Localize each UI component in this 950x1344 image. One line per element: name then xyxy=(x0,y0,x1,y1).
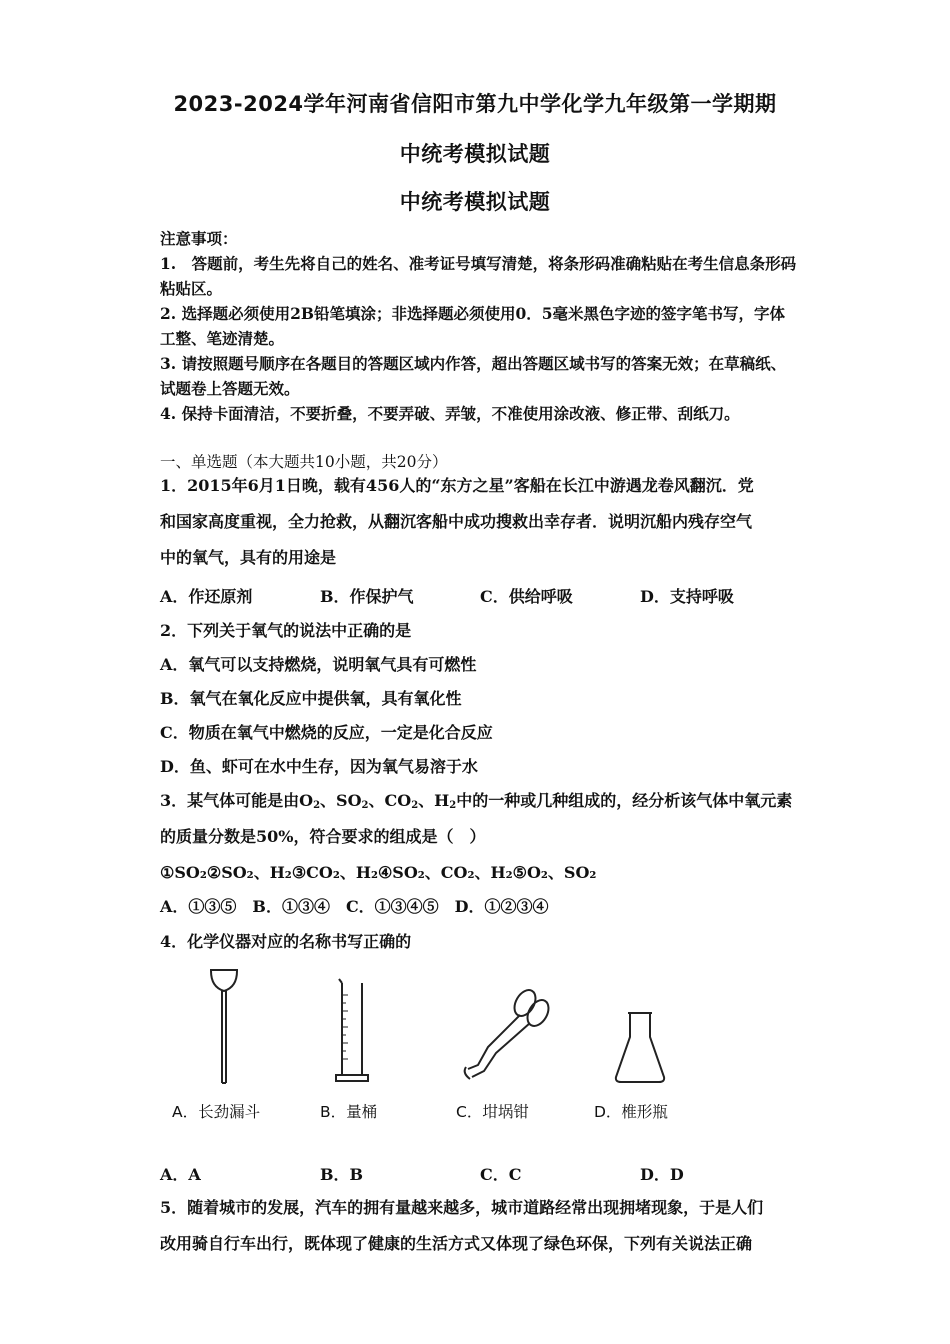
option[interactable]: C．C xyxy=(480,1165,522,1184)
notice-item: 2. 选择题必须使用2B铅笔填涂；非选择题必须使用0．5毫米黑色字迹的签字笔书写，字体工整、笔迹清楚。 xyxy=(160,304,786,348)
question-stem: 5．随着城市的发展，汽车的拥有量越来越多，城市道路经常出现拥堵现象，于是人们 xyxy=(160,1198,764,1217)
crucible-tongs-icon xyxy=(458,965,558,1090)
exam-title-line3: 中统考模拟试题 xyxy=(399,190,551,214)
question-3-stem-b: 的质量分数是50%，符合要求的组成是（ ） xyxy=(160,827,486,846)
question-stem: 和国家高度重视，全力抢救，从翻沉客船中成功搜救出幸存者．说明沉船内残存空气 xyxy=(160,512,753,531)
option[interactable]: A．A xyxy=(160,1165,201,1184)
notice-block xyxy=(160,226,800,426)
notice-item: 1. 答题前，考生先将自己的姓名、准考证号填写清楚，将条形码准确粘贴在考生信息条形码粘贴区。 xyxy=(160,254,797,298)
q4-options xyxy=(160,1162,800,1185)
option[interactable]: D．支持呼吸 xyxy=(640,587,734,606)
option[interactable]: D．鱼、虾可在水中生存，因为氧气易溶于水 xyxy=(160,757,478,776)
figure-label-a: A．长劲漏斗 xyxy=(172,1103,261,1121)
figure-label-c: C．坩埚钳 xyxy=(456,1103,529,1121)
notice-item: 3. 请按照题号顺序在各题目的答题区域内作答，超出答题区域书写的答案无效；在草稿纸、试题卷上答题无效。 xyxy=(160,354,787,398)
option[interactable]: B．作保护气 xyxy=(320,587,414,606)
figure-label-b: B．量桶 xyxy=(320,1103,378,1121)
option[interactable]: C．供给呼吸 xyxy=(480,587,573,606)
option[interactable]: B．B xyxy=(320,1165,364,1184)
q1-options xyxy=(160,584,800,607)
question-stem: 改用骑自行车出行，既体现了健康的生活方式又体现了绿色环保，下列有关说法正确 xyxy=(160,1234,753,1253)
option[interactable]: D．D xyxy=(640,1165,684,1184)
question-2-stem: 2．下列关于氧气的说法中正确的是 xyxy=(160,621,412,640)
conical-flask-icon xyxy=(610,965,670,1090)
option[interactable]: B．氧气在氧化反应中提供氧，具有氧化性 xyxy=(160,689,462,708)
notice-heading: 注意事项： xyxy=(160,229,238,248)
exam-title-line2: 中统考模拟试题 xyxy=(399,142,551,166)
question-1 xyxy=(160,468,800,576)
long-neck-funnel-icon xyxy=(204,965,244,1090)
graduated-cylinder-icon xyxy=(332,965,372,1090)
section-heading: 一、单选题（本大题共10小题，共20分） xyxy=(160,453,448,471)
exam-title-line1: 2023-2024学年河南省信阳市第九中学化学九年级第一学期期 xyxy=(173,92,777,116)
question-3-combos: ①SO₂②SO₂、H₂③CO₂、H₂④SO₂、CO₂、H₂⑤O₂、SO₂ xyxy=(160,863,597,882)
figure-label-d: D．椎形瓶 xyxy=(594,1103,668,1121)
question-4-stem: 4．化学仪器对应的名称书写正确的 xyxy=(160,932,412,951)
question-3-stem: 3．某气体可能是由$O_2$、$SO_2$、$CO_2$、$H_2$中的一种或几种组成的，经分析该气体中氧元素 xyxy=(160,791,793,811)
option[interactable]: A．氧气可以支持燃烧，说明氧气具有可燃性 xyxy=(160,655,477,674)
question-3-choices[interactable]: A．①③⑤ B．①③④ C．①③④⑤ D．①②③④ xyxy=(160,897,549,916)
question-stem: 中的氧气，具有的用途是 xyxy=(160,548,337,567)
notice-item: 4. 保持卡面清洁，不要折叠，不要弄破、弄皱，不准使用涂改液、修正带、刮纸刀。 xyxy=(160,404,740,423)
question-5 xyxy=(160,1190,800,1262)
question-stem: 1．2015年6月1日晚，载有456人的“东方之星”客船在长江中游遇龙卷风翻沉．党 xyxy=(160,476,754,495)
option[interactable]: C．物质在氧气中燃烧的反应，一定是化合反应 xyxy=(160,723,493,742)
option[interactable]: A．作还原剂 xyxy=(160,587,253,606)
